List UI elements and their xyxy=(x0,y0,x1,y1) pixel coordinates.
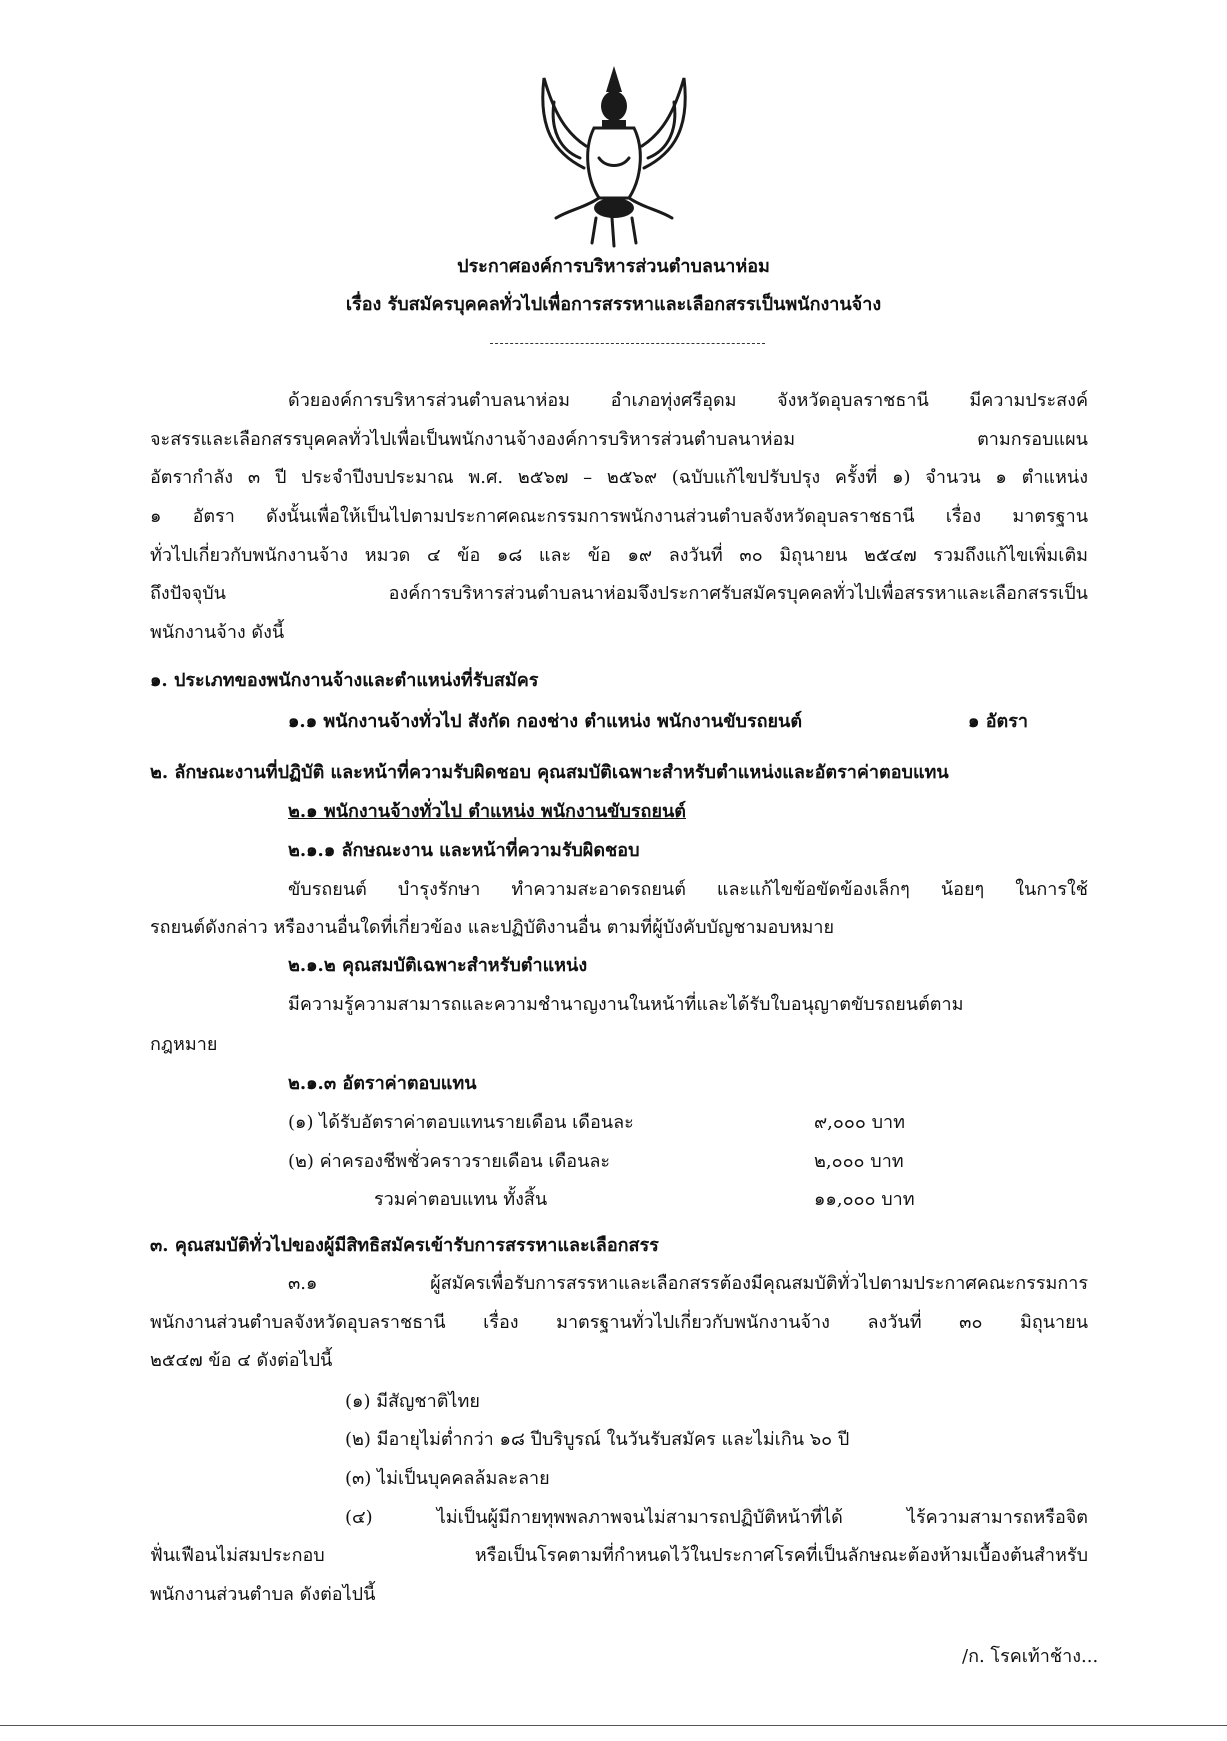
pay-total-amount: ๑๑,๐๐๐ บาท xyxy=(814,1189,915,1210)
section-3-heading: ๓. คุณสมบัติทั่วไปของผู้มีสิทธิสมัครเข้ารับการสรรหาและเลือกสรร xyxy=(150,1235,659,1256)
duties-line: รถยนต์ดังกล่าว หรืองานอื่นใดที่เกี่ยวข้อง และปฏิบัติงานอื่น ตามที่ผู้บังคับบัญชามอบหมาย xyxy=(150,917,835,938)
intro-line: อัตรากำลัง ๓ ปี ประจำปีงบประมาณ พ.ศ. ๒๕๖๗ – ๒๕๖๙ (ฉบับแก้ไขปรับปรุง ครั้งที่ ๑) จำนวน ๑ ตำแหน่ง xyxy=(150,467,1088,488)
qualification-item: (๑) มีสัญชาติไทย xyxy=(345,1391,480,1412)
qualification-item-4-line: พนักงานส่วนตำบล ดังต่อไปนี้ xyxy=(150,1584,376,1605)
section-1-count: ๑ อัตรา xyxy=(968,711,1028,732)
intro-line: ทั่วไปเกี่ยวกับพนักงานจ้าง หมวด ๔ ข้อ ๑๘ และ ข้อ ๑๙ ลงวันที่ ๓๐ มิถุนายน ๒๕๔๗ รวมถึงแก้ไขเพิ่มเติม xyxy=(150,545,1088,566)
section-1-heading: ๑. ประเภทของพนักงานจ้างและตำแหน่งที่รับสมัคร xyxy=(150,670,539,691)
intro-line: ด้วยองค์การบริหารส่วนตำบลนาห่อม อำเภอทุ่งศรีอุดม จังหวัดอุบลราชธานี มีความประสงค์ xyxy=(288,390,1088,411)
pay-total-label: รวมค่าตอบแทน ทั้งสิ้น xyxy=(374,1189,548,1210)
section-3-paragraph-line: ๓.๑ ผู้สมัครเพื่อรับการสรรหาและเลือกสรรต้องมีคุณสมบัติทั่วไปตามประกาศคณะกรรมการ xyxy=(288,1273,1088,1294)
section-3-paragraph-line: ๒๕๔๗ ข้อ ๔ ดังต่อไปนี้ xyxy=(150,1350,333,1371)
duties-line: ขับรถยนต์ บำรุงรักษา ทำความสะอาดรถยนต์ และแก้ไขข้อขัดข้องเล็กๆ น้อยๆ ในการใช้ xyxy=(288,879,1088,900)
intro-line: จะสรรและเลือกสรรบุคคลทั่วไปเพื่อเป็นพนักงานจ้างองค์การบริหารส่วนตำบลนาห่อม ตามกรอบแผน xyxy=(150,429,1088,450)
pay-item-label: (๑) ได้รับอัตราค่าตอบแทนรายเดือน เดือนละ xyxy=(288,1112,634,1133)
section-2-subheading: ๒.๑ พนักงานจ้างทั่วไป ตำแหน่ง พนักงานขับรถยนต์ xyxy=(288,801,686,822)
pay-item-amount: ๒,๐๐๐ บาท xyxy=(814,1151,904,1172)
qualification-item: (๓) ไม่เป็นบุคคลล้มละลาย xyxy=(345,1468,550,1489)
section-3-paragraph-line: พนักงานส่วนตำบลจังหวัดอุบลราชธานี เรื่อง มาตรฐานทั่วไปเกี่ยวกับพนักงานจ้าง ลงวันที่ ๓๐ มิถุนายน xyxy=(150,1312,1088,1333)
title-divider xyxy=(490,343,765,344)
pay-item-label: (๒) ค่าครองชีพชั่วคราวรายเดือน เดือนละ xyxy=(288,1151,611,1172)
qualification-line: มีความรู้ความสามารถและความชำนาญงานในหน้าที่และได้รับใบอนุญาตขับรถยนต์ตาม xyxy=(288,994,964,1015)
page-bottom-edge xyxy=(0,1725,1227,1726)
intro-line: ถึงปัจจุบัน องค์การบริหารส่วนตำบลนาห่อมจึงประกาศรับสมัครบุคคลทั่วไปเพื่อสรรหาและเลือกสรรเป็น xyxy=(150,583,1088,604)
qualification-item-4-line: ฟั่นเฟือนไม่สมประกอบ หรือเป็นโรคตามที่กำหนดไว้ในประกาศโรคที่เป็นลักษณะต้องห้ามเบื้องต้นสำหรับ xyxy=(150,1545,1088,1566)
garuda-emblem-icon xyxy=(524,58,704,248)
intro-line: ๑ อัตรา ดังนั้นเพื่อให้เป็นไปตามประกาศคณะกรรมการพนักงานส่วนตำบลจังหวัดอุบลราชธานี เรื่อง มาตรฐาน xyxy=(150,506,1088,527)
qualification-item-4-line: (๔) ไม่เป็นผู้มีกายทุพพลภาพจนไม่สามารถปฏิบัติหน้าที่ได้ ไร้ความสามารถหรือจิต xyxy=(345,1507,1088,1528)
section-2-heading: ๒. ลักษณะงานที่ปฏิบัติ และหน้าที่ความรับผิดชอบ คุณสมบัติเฉพาะสำหรับตำแหน่งและอัตราค่าตอบแทน xyxy=(150,762,949,783)
qualification-line: กฎหมาย xyxy=(150,1034,218,1055)
document-title: ประกาศองค์การบริหารส่วนตำบลนาห่อม xyxy=(457,256,770,277)
duties-heading: ๒.๑.๑ ลักษณะงาน และหน้าที่ความรับผิดชอบ xyxy=(288,840,640,861)
continuation-note: /ก. โรคเท้าช้าง... xyxy=(962,1646,1099,1667)
section-1-item: ๑.๑ พนักงานจ้างทั่วไป สังกัด กองช่าง ตำแหน่ง พนักงานขับรถยนต์ xyxy=(288,711,803,732)
pay-heading: ๒.๑.๓ อัตราค่าตอบแทน xyxy=(288,1073,477,1094)
qualification-heading: ๒.๑.๒ คุณสมบัติเฉพาะสำหรับตำแหน่ง xyxy=(288,955,588,976)
intro-line: พนักงานจ้าง ดังนี้ xyxy=(150,622,285,643)
qualification-item: (๒) มีอายุไม่ต่ำกว่า ๑๘ ปีบริบูรณ์ ในวันรับสมัคร และไม่เกิน ๖๐ ปี xyxy=(345,1429,850,1450)
document-subject: เรื่อง รับสมัครบุคคลทั่วไปเพื่อการสรรหาและเลือกสรรเป็นพนักงานจ้าง xyxy=(345,294,882,315)
pay-item-amount: ๙,๐๐๐ บาท xyxy=(814,1112,905,1133)
